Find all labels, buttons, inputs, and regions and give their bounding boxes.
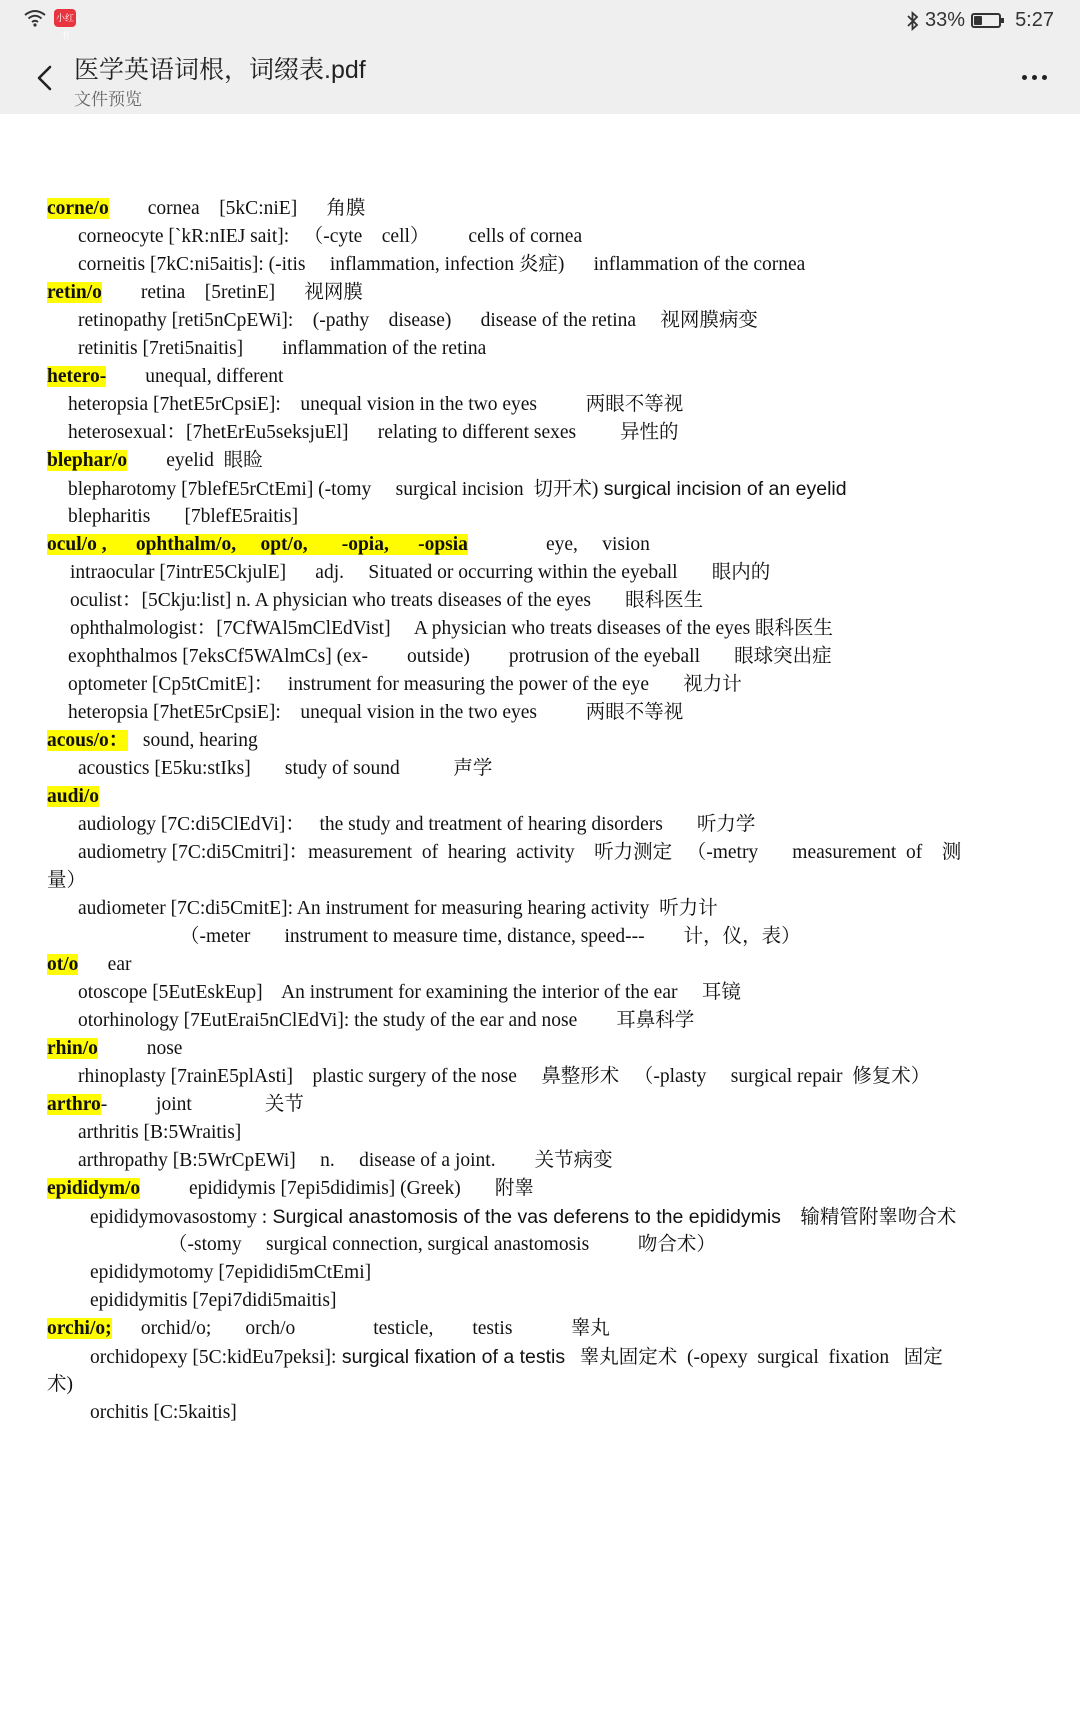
pdf-text-line bbox=[68, 700, 683, 726]
file-title: 医学英语词根，词缀表.pdf bbox=[74, 56, 366, 84]
line-text: nose bbox=[97, 1038, 183, 1059]
back-button[interactable] bbox=[28, 58, 68, 98]
highlighted-term: rhin/o bbox=[47, 1038, 98, 1059]
status-right bbox=[907, 9, 1054, 32]
pdf-text-line bbox=[70, 560, 770, 586]
pdf-text-line bbox=[47, 1176, 534, 1202]
pdf-text-line bbox=[47, 868, 86, 894]
pdf-text-line bbox=[47, 1092, 304, 1118]
line-text: audiology [7C:di5ClEdVi]： the study and treatment of hearing disorders 听力学 bbox=[78, 814, 756, 835]
highlighted-term: ocul/o , ophthalm/o, opt/o, -opia, -opsia bbox=[47, 534, 468, 555]
line-text: retina [5retinE] 视网膜 bbox=[101, 282, 363, 303]
highlighted-term: audi/o bbox=[47, 786, 100, 807]
line-text-sans: surgical incision of an eyelid bbox=[598, 478, 847, 500]
highlighted-term: retin/o bbox=[47, 282, 102, 303]
line-text: - joint 关节 bbox=[100, 1094, 304, 1115]
line-text: （-stomy surgical connection, surgical anastomosis 吻合术） bbox=[168, 1234, 716, 1255]
pdf-text-line bbox=[78, 1120, 241, 1146]
pdf-text-line bbox=[68, 392, 683, 418]
pdf-page[interactable] bbox=[0, 114, 1080, 1728]
line-text: heteropsia [7hetE5rCpsiE]: unequal vision in the two eyes 两眼不等视 bbox=[68, 702, 684, 723]
line-text: epididymitis [7epi7didi5maitis] bbox=[90, 1290, 337, 1311]
line-text: audiometry [7C:di5Cmitri]：measurement of hearing activity 听力测定 （-metry measurement of 测 bbox=[78, 842, 962, 863]
pdf-text-line bbox=[78, 308, 758, 334]
line-text: blepharotomy [7blefE5rCtEmi] (-tomy surgical incision 切开术) bbox=[68, 479, 599, 500]
pdf-text-line bbox=[90, 1344, 943, 1371]
highlighted-term: blephar/o bbox=[47, 450, 128, 471]
status-left bbox=[24, 9, 76, 41]
pdf-text-line bbox=[47, 952, 131, 978]
line-text: eye, vision bbox=[467, 534, 650, 555]
file-subtitle: 文件预览 bbox=[74, 90, 142, 109]
line-text-sans: Surgical anastomosis of the vas deferens to the epididymis bbox=[267, 1206, 781, 1228]
pdf-text-line bbox=[78, 896, 718, 922]
line-text: acoustics [E5ku:stIks] study of sound 声学 bbox=[78, 758, 493, 779]
line-text: 术) bbox=[47, 1374, 73, 1395]
pdf-text-line bbox=[47, 728, 258, 754]
pdf-text-line bbox=[68, 644, 832, 670]
more-dot-icon bbox=[1032, 75, 1037, 80]
line-text: heterosexual：[7hetErEu5seksjuEl] relating to different sexes 异性的 bbox=[68, 422, 679, 443]
line-text: （-meter instrument to measure time, distance, speed--- 计，仪，表） bbox=[180, 926, 801, 947]
line-text: otorhinology [7EutErai5nClEdVi]: the study of the ear and nose 耳鼻科学 bbox=[78, 1010, 695, 1031]
pdf-text-line bbox=[47, 784, 99, 810]
title-bar bbox=[0, 42, 1080, 114]
line-text: epididymis [7epi5didimis] (Greek) 附睾 bbox=[140, 1178, 534, 1199]
pdf-text-line bbox=[47, 196, 365, 222]
pdf-text-line bbox=[70, 588, 703, 614]
pdf-text-line bbox=[47, 364, 283, 390]
line-text: cornea [5kC:niE] 角膜 bbox=[108, 198, 366, 219]
pdf-text-line bbox=[168, 1232, 716, 1258]
line-text: audiometer [7C:di5CmitE]: An instrument for measuring hearing activity 听力计 bbox=[78, 898, 718, 919]
pdf-text-line bbox=[68, 504, 298, 530]
pdf-text-line bbox=[78, 224, 582, 250]
highlighted-term: epididym/o bbox=[47, 1178, 141, 1199]
line-text: corneocyte [`kR:nIEJ sait]: （-cyte cell） cells of cornea bbox=[78, 226, 583, 247]
clock: 5:27 bbox=[1015, 9, 1054, 31]
line-text: rhinoplasty [7rainE5plAsti] plastic surgery of the nose 鼻整形术 （-plasty surgical repair 修复术） bbox=[78, 1066, 931, 1087]
pdf-text-line bbox=[68, 420, 678, 446]
line-text: otoscope [5EutEskEup] An instrument for examining the interior of the ear 耳镜 bbox=[78, 982, 741, 1003]
pdf-text-line bbox=[78, 980, 741, 1006]
line-text: 量） bbox=[47, 870, 87, 891]
line-text: oculist：[5Ckju:list] n. A physician who treats diseases of the eyes 眼科医生 bbox=[70, 590, 704, 611]
line-text: heteropsia [7hetE5rCpsiE]: unequal vision in the two eyes 两眼不等视 bbox=[68, 394, 684, 415]
more-dot-icon bbox=[1042, 75, 1047, 80]
pdf-text-line bbox=[78, 840, 961, 866]
line-text: intraocular [7intrE5CkjulE] adj. Situated or occurring within the eyeball 眼内的 bbox=[70, 562, 771, 583]
more-dot-icon bbox=[1022, 75, 1027, 80]
app-badge-icon: 小红书 bbox=[54, 9, 76, 27]
line-text-tail: 输精管附睾吻合术 bbox=[780, 1207, 957, 1228]
line-text-sans: surgical fixation of a testis bbox=[336, 1346, 566, 1368]
line-text: ophthalmologist：[7CfWAl5mClEdVist] A physician who treats diseases of the eyes 眼科医生 bbox=[70, 618, 834, 639]
wifi-icon bbox=[24, 9, 46, 27]
pdf-text-line bbox=[47, 280, 363, 306]
pdf-text-line bbox=[90, 1288, 336, 1314]
pdf-text-line bbox=[47, 1036, 182, 1062]
highlighted-term: corne/o bbox=[47, 198, 109, 219]
pdf-text-line bbox=[90, 1204, 956, 1231]
pdf-text-line bbox=[78, 1064, 930, 1090]
line-text: blepharitis [7blefE5raitis] bbox=[68, 506, 299, 527]
battery-icon bbox=[971, 13, 1001, 28]
pdf-text-line bbox=[47, 532, 650, 558]
pdf-text-line bbox=[47, 1372, 73, 1398]
pdf-text-line bbox=[68, 672, 742, 698]
status-bar bbox=[0, 0, 1080, 42]
pdf-text-line bbox=[180, 924, 801, 950]
pdf-text-line bbox=[78, 252, 805, 278]
pdf-text-line bbox=[90, 1400, 237, 1426]
pdf-text-line bbox=[68, 476, 847, 503]
more-menu-button[interactable] bbox=[1014, 62, 1054, 92]
line-text: exophthalmos [7eksCf5WAlmCs] (ex- outside) protrusion of the eyeball 眼球突出症 bbox=[68, 646, 832, 667]
highlighted-term: orchi/o; bbox=[47, 1318, 112, 1339]
pdf-text-line bbox=[78, 756, 492, 782]
line-text: eyelid 眼睑 bbox=[127, 450, 263, 471]
line-text: arthropathy [B:5WrCpEWi] n. disease of a joint. 关节病变 bbox=[78, 1150, 613, 1171]
highlighted-term: arthro bbox=[47, 1094, 101, 1115]
bluetooth-icon bbox=[907, 11, 919, 31]
line-text: corneitis [7kC:ni5aitis]: (-itis inflammation, infection 炎症) inflammation of the cornea bbox=[78, 254, 806, 275]
pdf-text-line bbox=[78, 1148, 613, 1174]
line-text: optometer [Cp5tCmitE]： instrument for measuring the power of the eye 视力计 bbox=[68, 674, 742, 695]
battery-fill bbox=[974, 16, 982, 25]
highlighted-term: acous/o： bbox=[47, 730, 129, 751]
line-text: ear bbox=[78, 954, 132, 975]
pdf-text-line bbox=[90, 1260, 371, 1286]
line-text-tail: 睾丸固定术 (-opexy surgical fixation 固定 bbox=[565, 1347, 943, 1368]
line-text: orchid/o; orch/o testicle, testis 睾丸 bbox=[111, 1318, 610, 1339]
pdf-text-line bbox=[70, 616, 833, 642]
pdf-text-line bbox=[78, 336, 486, 362]
line-text: orchitis [C:5kaitis] bbox=[90, 1402, 237, 1423]
line-text: orchidopexy [5C:kidEu7peksi]: bbox=[90, 1347, 337, 1368]
highlighted-term: hetero- bbox=[47, 366, 107, 387]
battery-percent: 33% bbox=[925, 9, 966, 31]
pdf-text-line bbox=[78, 812, 755, 838]
pdf-text-line bbox=[47, 448, 263, 474]
line-text: arthritis [B:5Wraitis] bbox=[78, 1122, 242, 1143]
line-text: unequal, different bbox=[106, 366, 284, 387]
pdf-text-line bbox=[47, 1316, 610, 1342]
line-text: sound, hearing bbox=[128, 730, 258, 751]
line-text: retinitis [7reti5naitis] inflammation of the retina bbox=[78, 338, 487, 359]
highlighted-term: ot/o bbox=[47, 954, 79, 975]
pdf-text-line bbox=[78, 1008, 694, 1034]
chevron-left-icon bbox=[28, 58, 68, 98]
line-text: epididymovasostomy : bbox=[90, 1207, 268, 1228]
line-text: epididymotomy [7epididi5mCtEmi] bbox=[90, 1262, 372, 1283]
line-text: retinopathy [reti5nCpEWi]: (-pathy disease) disease of the retina 视网膜病变 bbox=[78, 310, 758, 331]
